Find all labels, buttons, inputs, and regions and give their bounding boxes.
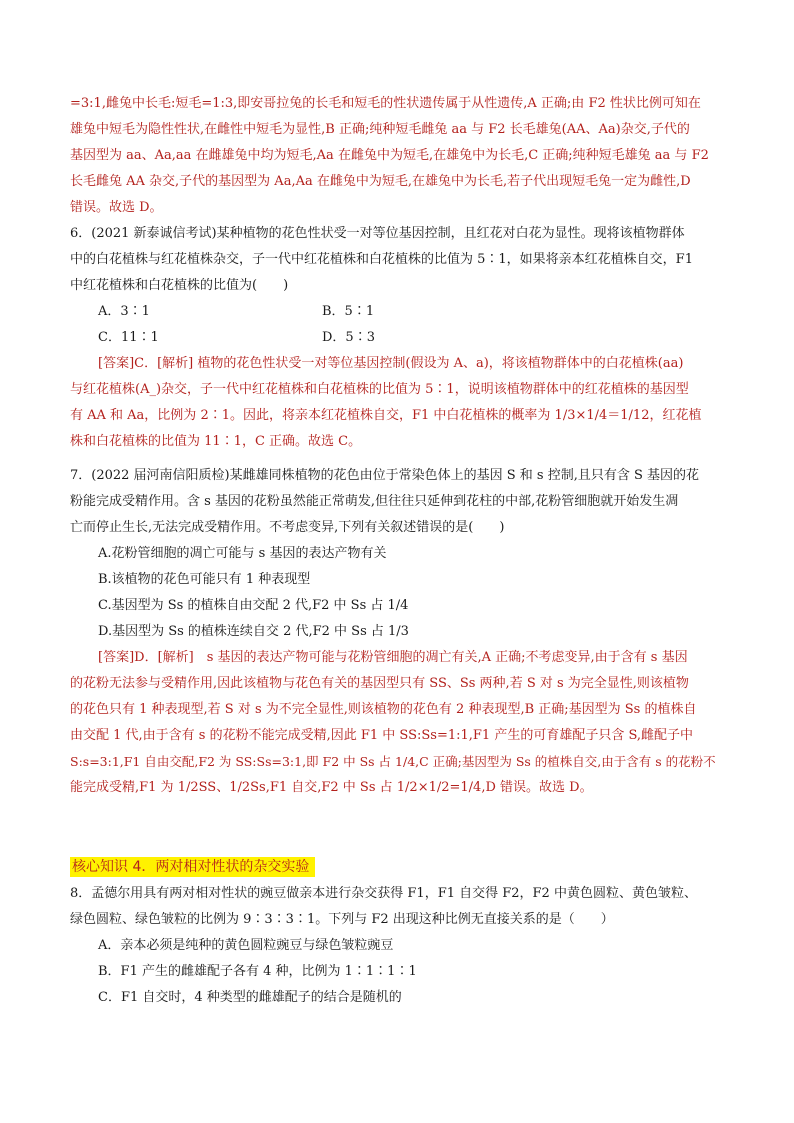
q6-option-d: D．5∶3 <box>322 330 375 345</box>
explain5-line-4: 长毛雌兔 AA 杂交,子代的基因型为 Aa,Aa 在雌兔中为短毛,在雄兔中为长毛,若子代出现短毛兔一定为雌性,D <box>70 174 691 189</box>
q6-stem-line-1: 6．(2021 新泰诚信考试)某种植物的花色性状受一对等位基因控制，且红花对白花为显性。现将该植物群体 <box>70 226 685 241</box>
q7-stem-line-1: 7．(2022 届河南信阳质检)某雌雄同株植物的花色由位于常染色体上的基因 S 和 s 控制,且只有含 S 基因的花 <box>70 468 700 483</box>
q6-option-b: B．5∶1 <box>322 304 375 319</box>
q6-stem-line-3: 中红花植株和白花植株的比值为( ) <box>70 278 289 293</box>
q7-answer-line-2: 的花粉无法参与受精作用,因此该植物与花色有关的基因型只有 SS、Ss 两种,若 S 对 s 为完全显性,则该植物 <box>70 676 689 691</box>
explain5-line-5: 错误。故选 D。 <box>70 200 163 215</box>
q7-stem-line-2: 粉能完成受精作用。含 s 基因的花粉虽然能正常萌发,但往往只延伸到花柱的中部,花粉管细胞就开始发生凋 <box>70 494 679 509</box>
q7-answer-line-6: 能完成受精,F1 为 1/2SS、1/2Ss,F1 自交,F2 中 Ss 占 1/2×1/2=1/4,D 错误。故选 D。 <box>70 780 593 795</box>
q7-answer-line-3: 的花色只有 1 种表现型,若 S 对 s 为不完全显性,则该植物的花色有 2 种表现型,B 正确;基因型为 Ss 的植株自 <box>70 702 697 717</box>
q6-option-a: A．3∶1 <box>98 304 150 319</box>
q6-stem-line-2: 中的白花植株与红花植株杂交，子一代中红花植株和白花植株的比值为 5∶1，如果将亲本红花植株自交，F1 <box>70 252 693 267</box>
explain5-line-3: 基因型为 aa、Aa,aa 在雌雄兔中均为短毛,Aa 在雌兔中为短毛,在雄兔中为长毛,C 正确;纯种短毛雄兔 aa 与 F2 <box>70 148 709 163</box>
q7-option-c: C.基因型为 Ss 的植株自由交配 2 代,F2 中 Ss 占 1/4 <box>98 598 409 613</box>
q7-answer-line-5: S:s=3:1,F1 自由交配,F2 为 SS:Ss=3:1,即 F2 中 Ss 占 1/4,C 正确;基因型为 Ss 的植株自交,由于含有 s 的花粉不 <box>70 754 716 769</box>
q6-answer-line-2: 与红花植株(A_)杂交，子一代中红花植株和白花植株的比值为 5∶1，说明该植物群体中的红花植株的基因型 <box>70 382 689 397</box>
explain5-line-1: =3:1,雌兔中长毛:短毛=1:3,即安哥拉兔的长毛和短毛的性状遗传属于从性遗传,A 正确;由 F2 性状比例可知在 <box>70 96 701 111</box>
q7-option-b: B.该植物的花色可能只有 1 种表现型 <box>98 572 311 587</box>
q6-answer-line-4: 株和白花植株的比值为 11∶1，C 正确。故选 C。 <box>70 434 362 449</box>
q8-option-b: B．F1 产生的雌雄配子各有 4 种，比例为 1∶1∶1∶1 <box>98 964 417 979</box>
q8-option-c: C．F1 自交时，4 种类型的雌雄配子的结合是随机的 <box>98 990 402 1005</box>
q6-option-c: C．11∶1 <box>98 330 159 345</box>
q7-stem-line-3: 亡而停止生长,无法完成受精作用。不考虑变异,下列有关叙述错误的是( ) <box>70 520 505 535</box>
q6-answer-line-1: [答案]C．[解析] 植物的花色性状受一对等位基因控制(假设为 A、a)，将该植物群体中的白花植株(aa) <box>98 356 684 371</box>
q8-stem-line-2: 绿色圆粒、绿色皱粒的比例为 9∶3∶3∶1。下列与 F2 出现这种比例无直接关系的是（ ） <box>70 912 614 927</box>
q7-option-d: D.基因型为 Ss 的植株连续自交 2 代,F2 中 Ss 占 1/3 <box>98 624 409 639</box>
q8-stem-line-1: 8．孟德尔用具有两对相对性状的豌豆做亲本进行杂交获得 F1，F1 自交得 F2，F2 中黄色圆粒、黄色皱粒、 <box>70 886 697 901</box>
q8-option-a: A．亲本必须是纯种的黄色圆粒豌豆与绿色皱粒豌豆 <box>98 938 394 953</box>
q7-answer-line-4: 由交配 1 代,由于含有 s 的花粉不能完成受精,因此 F1 中 SS:Ss=1:1,F1 产生的可育雄配子只含 S,雌配子中 <box>70 728 694 743</box>
q7-option-a: A.花粉管细胞的凋亡可能与 s 基因的表达产物有关 <box>98 546 387 561</box>
q6-answer-line-3: 有 AA 和 Aa，比例为 2∶1。因此，将亲本红花植株自交，F1 中白花植株的概率为 1/3×1/4＝1/12，红花植 <box>70 408 702 423</box>
section-heading-4: 核心知识 4．两对相对性状的杂交实验 <box>70 857 315 877</box>
explain5-line-2: 雄兔中短毛为隐性性状,在雌性中短毛为显性,B 正确;纯种短毛雌兔 aa 与 F2 长毛雄兔(AA、Aa)杂交,子代的 <box>70 122 690 137</box>
q7-answer-line-1: [答案]D．[解析] s 基因的表达产物可能与花粉管细胞的凋亡有关,A 正确;不考虑变异,由于含有 s 基因 <box>98 650 688 665</box>
